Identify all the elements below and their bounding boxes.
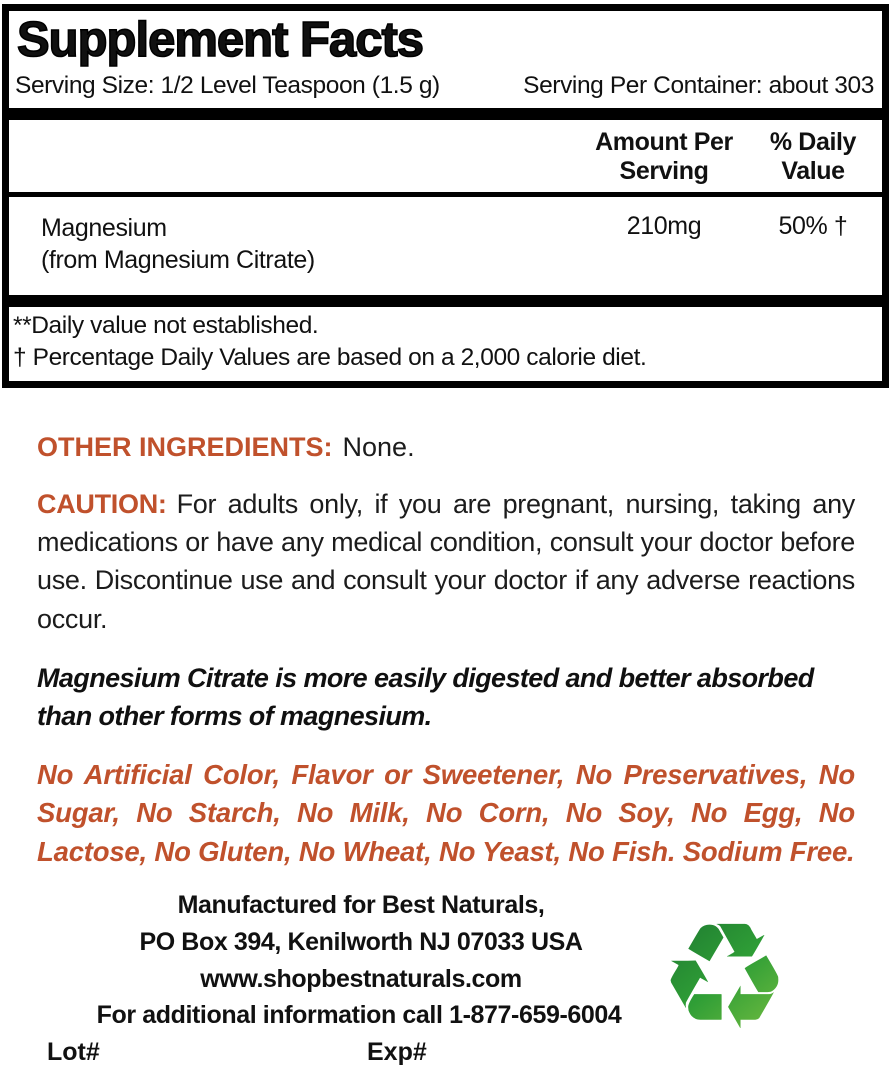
website-text: www.shopbestnaturals.com — [200, 964, 522, 993]
manufacturer-line: Manufactured for Best Naturals, — [177, 891, 545, 920]
nutrient-row-magnesium — [9, 197, 882, 295]
phone-info-line: For additional information call 1-877-659-6004 — [96, 1001, 622, 1030]
column-header-row — [9, 120, 882, 197]
caution-label: CAUTION: — [37, 488, 167, 519]
nutrient-name-block — [17, 212, 574, 277]
exp-label: Exp# — [367, 1038, 427, 1067]
other-ingredients-row — [37, 432, 855, 463]
col-header-daily-value: % Daily Value — [769, 127, 857, 186]
panel-title: Supplement Facts — [17, 13, 424, 67]
footer-area — [37, 887, 855, 1074]
nutrient-source: (from Magnesium Citrate) — [41, 246, 315, 275]
footnote-percentage: † Percentage Daily Values are based on a 2,000 calorie diet. — [13, 343, 647, 371]
servings-per-container: Serving Per Container: about 303 — [523, 71, 874, 99]
nutrient-amount: 210mg — [626, 211, 702, 240]
divider-thick-top — [9, 108, 882, 120]
caution-text: For adults only, if you are pregnant, nursing, taking any medications or have any medical condition, consult your doctor before use. Discontinue use and consult your doctor if any adverse reactions occur. — [37, 488, 855, 634]
recycle-icon — [642, 890, 807, 1063]
manufacturer-block — [37, 887, 685, 997]
absorption-claim: Magnesium Citrate is more easily digested and better absorbed than other forms of magnesium. — [37, 662, 814, 731]
other-ingredients-label: OTHER INGREDIENTS: — [37, 431, 333, 462]
recycle-icon-glyph: ♻ — [658, 890, 791, 1063]
allergen-statement: No Artificial Color, Flavor or Sweetener, No Preservatives, No Sugar, No Starch, No Milk, No Corn, No Soy, No Egg, No Lactose, No Gluten, No Wheat, No Yeast, No Fish. Sodium Free. — [37, 758, 855, 867]
divider-thick-bottom — [9, 295, 882, 307]
serving-size: Serving Size: 1/2 Level Teaspoon (1.5 g) — [15, 71, 440, 99]
lot-label: Lot# — [47, 1038, 100, 1067]
other-ingredients-value: None. — [342, 431, 415, 462]
caution-paragraph — [37, 485, 855, 638]
nutrient-daily-value: 50% † — [778, 211, 848, 240]
supplement-facts-panel — [2, 4, 889, 388]
panel-footnotes — [9, 307, 882, 381]
serving-info-row — [9, 68, 882, 108]
manufacturer-address: PO Box 394, Kenilworth NJ 07033 USA — [139, 927, 583, 956]
col-header-amount: Amount Per Serving — [595, 127, 733, 186]
nutrient-name: Magnesium — [41, 213, 167, 242]
footnote-daily-value: **Daily value not established. — [13, 311, 319, 339]
label-body — [0, 432, 891, 1074]
